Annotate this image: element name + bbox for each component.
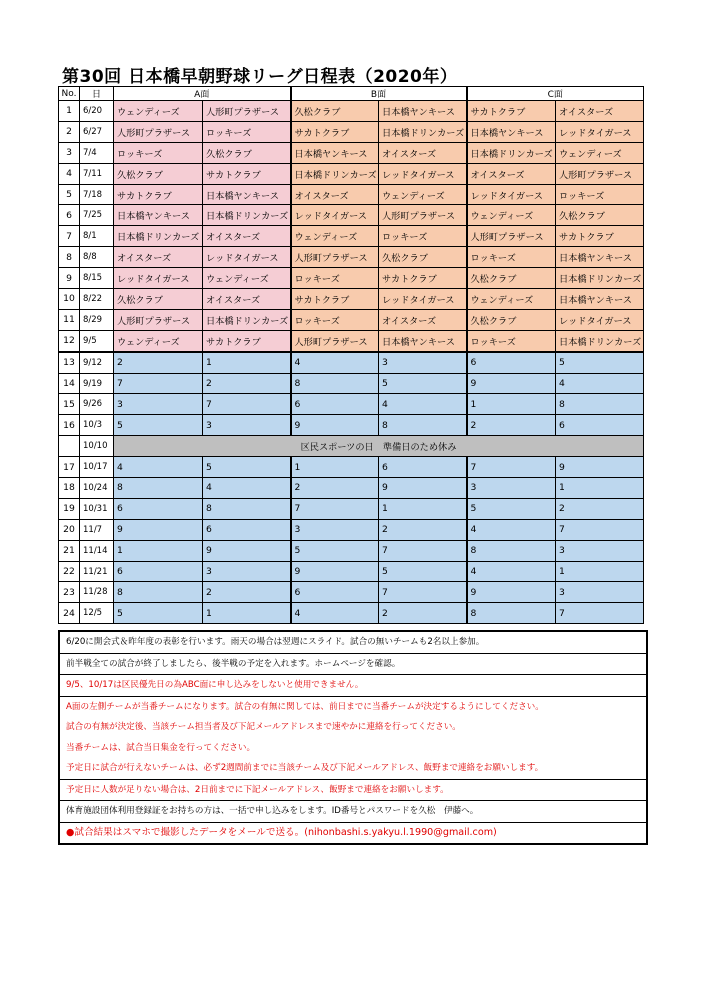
schedule-row [59, 205, 644, 226]
team-cell-b: 2 [379, 519, 467, 540]
team-cell-b: 久松クラブ [379, 247, 467, 268]
team-cell-c: 7 [467, 457, 556, 478]
row-date: 9/26 [80, 394, 114, 415]
team-cell-b: 人形町プラザース [291, 330, 379, 351]
team-cell-a: 9 [203, 540, 291, 561]
schedule-row [59, 519, 644, 540]
row-no: 11 [59, 309, 80, 330]
team-cell-a: サカトクラブ [114, 184, 203, 205]
team-cell-a: ウェンディーズ [114, 330, 203, 351]
team-cell-c: 人形町プラザース [556, 163, 644, 184]
row-no: 15 [59, 394, 80, 415]
team-cell-b: 6 [379, 457, 467, 478]
note-results-email: ●試合結果はスマホで撮影したデータをメールで送る。(nihonbashi.s.yakyu.l.1990@gmail.com) [66, 826, 497, 838]
team-cell-c: オイスターズ [556, 101, 644, 122]
schedule-row [59, 603, 644, 624]
row-date: 6/20 [80, 101, 114, 122]
team-cell-b: ロッキーズ [379, 226, 467, 247]
team-cell-a: 5 [114, 603, 203, 624]
team-cell-a: 7 [203, 394, 291, 415]
header-row [59, 87, 644, 101]
team-cell-a: 久松クラブ [114, 163, 203, 184]
team-cell-b: 久松クラブ [291, 101, 379, 122]
team-cell-b: 7 [291, 498, 379, 519]
row-no: 5 [59, 184, 80, 205]
team-cell-b: 人形町プラザース [291, 247, 379, 268]
team-cell-c: 久松クラブ [556, 205, 644, 226]
schedule-row [59, 561, 644, 582]
row-no: 3 [59, 142, 80, 163]
team-cell-c: 9 [467, 373, 556, 394]
team-cell-c: 久松クラブ [467, 268, 556, 289]
row-date: 9/19 [80, 373, 114, 394]
team-cell-b: 2 [379, 603, 467, 624]
team-cell-a: ウェンディーズ [203, 268, 291, 289]
team-cell-b: レッドタイガース [379, 289, 467, 310]
team-cell-c: サカトクラブ [556, 226, 644, 247]
row-date: 10/10 [80, 436, 114, 457]
note-cancel: 予定日に試合が行えないチームは、必ず2週間前までに当該チーム及び下記メールアドレス、飯野まで連絡をお願いします。 [66, 763, 544, 773]
team-cell-c: 日本橋ドリンカーズ [467, 142, 556, 163]
schedule-row [59, 184, 644, 205]
team-cell-b: レッドタイガース [291, 205, 379, 226]
team-cell-a: 3 [203, 415, 291, 436]
team-cell-b: ウェンディーズ [379, 184, 467, 205]
team-cell-c: 7 [556, 603, 644, 624]
row-no: 7 [59, 226, 80, 247]
team-cell-b: 日本橋ヤンキース [379, 101, 467, 122]
team-cell-b: 9 [291, 561, 379, 582]
team-cell-b: ウェンディーズ [291, 226, 379, 247]
team-cell-c: ロッキーズ [467, 247, 556, 268]
team-cell-c: 人形町プラザース [467, 226, 556, 247]
team-cell-c: 4 [556, 373, 644, 394]
team-cell-c: 8 [467, 540, 556, 561]
team-cell-b: 9 [291, 415, 379, 436]
team-cell-a: 3 [114, 394, 203, 415]
row-date: 7/18 [80, 184, 114, 205]
schedule-row [59, 309, 644, 330]
team-cell-c: レッドタイガース [556, 309, 644, 330]
team-cell-a: 日本橋ドリンカーズ [114, 226, 203, 247]
row-date: 8/29 [80, 309, 114, 330]
header-field-a: A面 [114, 87, 291, 101]
team-cell-b: 3 [379, 352, 467, 373]
row-date: 12/5 [80, 603, 114, 624]
schedule-row [59, 289, 644, 310]
team-cell-a: 8 [114, 582, 203, 603]
row-no: 1 [59, 101, 80, 122]
team-cell-c: 4 [467, 519, 556, 540]
team-cell-c: 日本橋ヤンキース [467, 121, 556, 142]
row-no: 21 [59, 540, 80, 561]
team-cell-b: ロッキーズ [291, 309, 379, 330]
schedule-row [59, 226, 644, 247]
team-cell-c: ウェンディーズ [467, 205, 556, 226]
row-date: 9/5 [80, 330, 114, 351]
team-cell-a: 日本橋ヤンキース [203, 184, 291, 205]
team-cell-c: 日本橋ドリンカーズ [556, 268, 644, 289]
row-date: 8/8 [80, 247, 114, 268]
team-cell-a: 人形町プラザース [203, 101, 291, 122]
team-cell-c: 1 [556, 561, 644, 582]
row-date: 11/21 [80, 561, 114, 582]
schedule-row [59, 268, 644, 289]
row-no: 8 [59, 247, 80, 268]
row-no: 16 [59, 415, 80, 436]
schedule-row [59, 498, 644, 519]
team-cell-a: 人形町プラザース [114, 121, 203, 142]
notes-box [58, 630, 648, 845]
team-cell-b: オイスターズ [379, 309, 467, 330]
team-cell-a: 9 [114, 519, 203, 540]
team-cell-b: 5 [379, 561, 467, 582]
team-cell-a: 2 [203, 373, 291, 394]
row-no: 22 [59, 561, 80, 582]
team-cell-c: 8 [467, 603, 556, 624]
team-cell-b: 1 [291, 457, 379, 478]
team-cell-b: 7 [379, 540, 467, 561]
team-cell-c: 久松クラブ [467, 309, 556, 330]
team-cell-a: ロッキーズ [114, 142, 203, 163]
team-cell-a: 7 [114, 373, 203, 394]
row-date: 9/12 [80, 352, 114, 373]
team-cell-a: 2 [114, 352, 203, 373]
row-no: 14 [59, 373, 80, 394]
team-cell-c: 日本橋ヤンキース [556, 247, 644, 268]
off-day-message: 区民スポーツの日 準備日のため休み [114, 436, 644, 457]
second-half-rows-2 [59, 457, 644, 624]
row-date: 11/28 [80, 582, 114, 603]
team-cell-b: 8 [379, 415, 467, 436]
team-cell-c: レッドタイガース [467, 184, 556, 205]
second-half-rows-1 [59, 352, 644, 436]
team-cell-c: ウェンディーズ [467, 289, 556, 310]
row-date: 11/14 [80, 540, 114, 561]
schedule-row [59, 415, 644, 436]
row-no: 12 [59, 330, 80, 351]
team-cell-c: 6 [556, 415, 644, 436]
row-date: 8/22 [80, 289, 114, 310]
note-priority-days: 9/5、10/17は区民優先日の為ABC面に申し込みをしないと使用できません。 [60, 675, 646, 697]
team-cell-b: 日本橋ドリンカーズ [291, 163, 379, 184]
row-no: 24 [59, 603, 80, 624]
team-cell-a: 5 [203, 457, 291, 478]
team-cell-a: サカトクラブ [203, 330, 291, 351]
team-cell-c: 9 [556, 457, 644, 478]
schedule-row [59, 352, 644, 373]
team-cell-a: 久松クラブ [114, 289, 203, 310]
schedule-row [59, 478, 644, 499]
team-cell-b: 2 [291, 478, 379, 499]
team-cell-b: サカトクラブ [379, 268, 467, 289]
team-cell-b: 9 [379, 478, 467, 499]
schedule-row [59, 330, 644, 351]
schedule-row [59, 457, 644, 478]
first-half-rows [59, 101, 644, 352]
header-date: 日 [80, 87, 114, 101]
row-no: 2 [59, 121, 80, 142]
team-cell-c: 8 [556, 394, 644, 415]
duty-team-notes [60, 697, 646, 780]
team-cell-b: 1 [379, 498, 467, 519]
row-date: 7/11 [80, 163, 114, 184]
team-cell-c: 3 [467, 478, 556, 499]
team-cell-c: オイスターズ [467, 163, 556, 184]
team-cell-a: 日本橋ドリンカーズ [203, 309, 291, 330]
row-no: 10 [59, 289, 80, 310]
team-cell-c: 3 [556, 540, 644, 561]
team-cell-c: 6 [467, 352, 556, 373]
row-no: 13 [59, 352, 80, 373]
team-cell-b: レッドタイガース [379, 163, 467, 184]
row-no [59, 436, 80, 457]
header-no: No. [59, 87, 80, 101]
team-cell-a: 4 [203, 478, 291, 499]
team-cell-c: 1 [556, 478, 644, 499]
team-cell-a: 日本橋ドリンカーズ [203, 205, 291, 226]
team-cell-c: 日本橋ヤンキース [556, 289, 644, 310]
schedule-row [59, 247, 644, 268]
team-cell-a: オイスターズ [203, 226, 291, 247]
team-cell-a: 日本橋ヤンキース [114, 205, 203, 226]
team-cell-a: レッドタイガース [114, 268, 203, 289]
header-field-c: C面 [467, 87, 644, 101]
team-cell-a: ウェンディーズ [114, 101, 203, 122]
team-cell-b: 日本橋ヤンキース [379, 330, 467, 351]
team-cell-c: 2 [556, 498, 644, 519]
team-cell-a: レッドタイガース [203, 247, 291, 268]
row-no: 20 [59, 519, 80, 540]
schedule-row [59, 394, 644, 415]
note-registration: 体育施設団体利用登録証をお持ちの方は、一括で申し込みをします。ID番号とパスワードを久松 伊藤へ。 [60, 801, 646, 823]
team-cell-b: 日本橋ドリンカーズ [379, 121, 467, 142]
row-date: 7/25 [80, 205, 114, 226]
team-cell-b: 7 [379, 582, 467, 603]
team-cell-a: 2 [203, 582, 291, 603]
team-cell-b: サカトクラブ [291, 121, 379, 142]
team-cell-c: 4 [467, 561, 556, 582]
row-no: 23 [59, 582, 80, 603]
team-cell-b: 5 [379, 373, 467, 394]
team-cell-c: 日本橋ドリンカーズ [556, 330, 644, 351]
team-cell-a: 5 [114, 415, 203, 436]
schedule-row [59, 101, 644, 122]
team-cell-b: 6 [291, 394, 379, 415]
team-cell-c: ロッキーズ [467, 330, 556, 351]
row-no: 19 [59, 498, 80, 519]
team-cell-a: 1 [203, 352, 291, 373]
row-no: 6 [59, 205, 80, 226]
team-cell-b: 4 [379, 394, 467, 415]
row-date: 10/24 [80, 478, 114, 499]
row-no: 4 [59, 163, 80, 184]
team-cell-b: 6 [291, 582, 379, 603]
row-date: 8/15 [80, 268, 114, 289]
team-cell-a: 人形町プラザース [114, 309, 203, 330]
team-cell-a: オイスターズ [203, 289, 291, 310]
team-cell-b: 8 [291, 373, 379, 394]
team-cell-a: 1 [114, 540, 203, 561]
row-date: 10/3 [80, 415, 114, 436]
schedule-row [59, 121, 644, 142]
row-date: 8/1 [80, 226, 114, 247]
header-field-b: B面 [291, 87, 467, 101]
team-cell-b: サカトクラブ [291, 289, 379, 310]
team-cell-c: ウェンディーズ [556, 142, 644, 163]
schedule-row [59, 582, 644, 603]
row-no: 9 [59, 268, 80, 289]
note-shortage: 予定日に人数が足りない場合は、2日前までに下記メールアドレス、飯野まで連絡をお願いします。 [60, 780, 646, 802]
note-second-half: 前半戦全ての試合が終了しましたら、後半戦の予定を入れます。ホームページを確認。 [60, 654, 646, 676]
note-opening: 6/20に開会式＆昨年度の表彰を行います。雨天の場合は翌週にスライド。試合の無いチームも2名以上参加。 [60, 632, 646, 654]
team-cell-c: 5 [556, 352, 644, 373]
row-date: 6/27 [80, 121, 114, 142]
team-cell-b: 4 [291, 603, 379, 624]
team-cell-a: ロッキーズ [203, 121, 291, 142]
schedule-table [58, 86, 644, 624]
team-cell-a: 久松クラブ [203, 142, 291, 163]
page-title: 第30回 日本橋早朝野球リーグ日程表（2020年） [62, 67, 458, 87]
team-cell-b: オイスターズ [291, 184, 379, 205]
note-duty-team: A面の左側チームが当番チームになります。試合の有無に関しては、前日までに当番チームが決定するようにしてください。 [66, 701, 544, 712]
team-cell-c: 7 [556, 519, 644, 540]
team-cell-a: 6 [203, 519, 291, 540]
team-cell-b: ロッキーズ [291, 268, 379, 289]
team-cell-a: 1 [203, 603, 291, 624]
team-cell-b: オイスターズ [379, 142, 467, 163]
team-cell-b: 日本橋ヤンキース [291, 142, 379, 163]
team-cell-c: 2 [467, 415, 556, 436]
team-cell-c: 3 [556, 582, 644, 603]
row-date: 7/4 [80, 142, 114, 163]
team-cell-b: 3 [291, 519, 379, 540]
team-cell-c: サカトクラブ [467, 101, 556, 122]
note-contact: 試合の有無が決定後、当該チーム担当者及び下記メールアドレスまで速やかに連絡を行ってください。 [66, 722, 461, 732]
team-cell-a: 8 [114, 478, 203, 499]
schedule-row [59, 540, 644, 561]
row-no: 17 [59, 457, 80, 478]
team-cell-a: 8 [203, 498, 291, 519]
row-date: 10/31 [80, 498, 114, 519]
team-cell-a: サカトクラブ [203, 163, 291, 184]
team-cell-a: オイスターズ [114, 247, 203, 268]
row-date: 11/7 [80, 519, 114, 540]
team-cell-a: 4 [114, 457, 203, 478]
team-cell-b: 4 [291, 352, 379, 373]
team-cell-a: 6 [114, 498, 203, 519]
team-cell-b: 人形町プラザース [379, 205, 467, 226]
team-cell-c: ロッキーズ [556, 184, 644, 205]
team-cell-c: レッドタイガース [556, 121, 644, 142]
off-day-row [59, 436, 644, 457]
row-date: 10/17 [80, 457, 114, 478]
note-collection: 当番チームは、試合当日集金を行ってください。 [66, 742, 256, 753]
off-day-row-group [59, 436, 644, 457]
team-cell-c: 1 [467, 394, 556, 415]
schedule-row [59, 373, 644, 394]
team-cell-a: 6 [114, 561, 203, 582]
team-cell-b: 5 [291, 540, 379, 561]
team-cell-c: 5 [467, 498, 556, 519]
team-cell-c: 9 [467, 582, 556, 603]
team-cell-a: 3 [203, 561, 291, 582]
row-no: 18 [59, 478, 80, 499]
schedule-row [59, 163, 644, 184]
schedule-row [59, 142, 644, 163]
